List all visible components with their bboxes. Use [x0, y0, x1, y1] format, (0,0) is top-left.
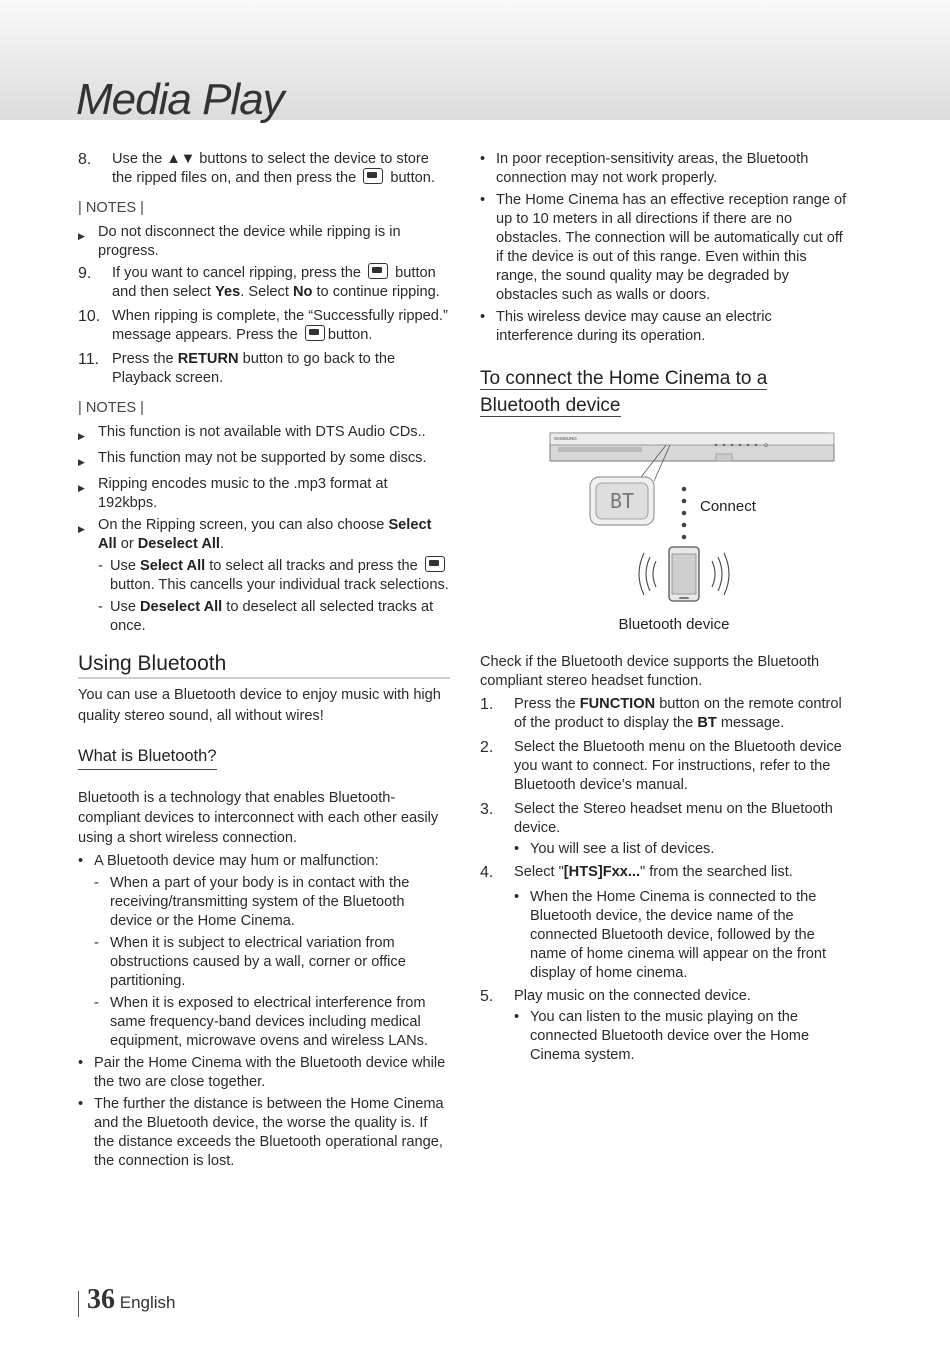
triangle-right-icon: ▶ [78, 457, 85, 467]
step-number: 9. [78, 265, 92, 282]
connect-heading: To connect the Home Cinema to a Bluetooth device [480, 368, 768, 416]
enter-button-icon [368, 263, 388, 279]
brand-label: SAMSUNG [554, 436, 577, 441]
note-item: ▶ This function may not be supported by some discs. [78, 449, 450, 472]
step-number: 10. [78, 308, 101, 325]
note-item: ▶ Ripping encodes music to the .mp3 format at 192kbps. [78, 476, 388, 511]
dash-item: - When a part of your body is in contact with the receiving/transmitting system of the Bluetooth device or the Home Cinema. [94, 875, 410, 929]
step-8 [78, 150, 450, 188]
connect-step-5: 5. Play music on the connected device. [480, 988, 751, 1005]
left-column [78, 150, 450, 1174]
page-header [0, 0, 950, 124]
what-is-bluetooth-heading: What is Bluetooth? [78, 747, 217, 770]
connect-step-4: 4. Select "[HTS]Fxx..." from the searched list. [480, 864, 793, 881]
note-item: ▶ This function is not available with DTS Audio CDs.. [78, 423, 450, 446]
connection-diagram [480, 427, 852, 647]
using-bluetooth-heading: Using Bluetooth [78, 654, 450, 679]
intro-paragraph: You can use a Bluetooth device to enjoy music with high quality stereo sound, all without wires! [78, 687, 441, 724]
enter-button-icon [305, 325, 325, 341]
section-title: Media Play [76, 75, 284, 124]
note-subitem: - Use Deselect All to deselect all selected tracks at once. [98, 599, 434, 634]
notes-label: | NOTES | [78, 400, 144, 416]
bullet-item: • The Home Cinema has an effective reception range of up to 10 meters in all directions if there are no obstacles. The connection will be automatically cut off if the device is out of this range. Even within this range, the sound quality may be degraded by obstacles such as walls or doors. [480, 192, 847, 303]
step-11: 11. Press the RETURN button to go back to the Playback screen. [78, 351, 396, 386]
bullet-item: • In poor reception-sensitivity areas, the Bluetooth connection may not work properly. [480, 151, 809, 186]
triangle-right-icon: ▶ [78, 483, 85, 493]
bullet-item: • This wireless device may cause an electric interference during its operation. [480, 309, 772, 344]
note-subitem: - Use Select All to select all tracks and press the button. This cancells your individual track selections. [98, 558, 449, 593]
smartphone-icon [669, 547, 699, 601]
step-subitem: • You will see a list of devices. [514, 841, 715, 857]
page-number: 36 [87, 1284, 115, 1315]
bt-display-text: BT [609, 489, 635, 513]
step-number: 2. [480, 739, 494, 756]
bluetooth-device-label: Bluetooth device [618, 616, 730, 633]
step-text: button. [390, 170, 435, 186]
connect-step-2: 2. Select the Bluetooth menu on the Bluetooth device you want to connect. For instructions, refer to the Bluetooth device's manual. [480, 739, 842, 793]
step-subitem: • When the Home Cinema is connected to the Bluetooth device, the device name of the connected Bluetooth device, followed by the name of home cinema will appear on the front display of home cinema. [514, 889, 827, 981]
step-number: 11. [78, 351, 100, 368]
language-label: English [119, 1293, 176, 1312]
triangle-right-icon: ▶ [78, 431, 85, 441]
step-9: 9. If you want to cancel ripping, press the button and then select Yes. Select No to continue ripping. [78, 265, 440, 300]
dash-item: - When it is subject to electrical variation from obstructions caused by a wall, corner or office partitioning. [94, 935, 406, 989]
triangle-right-icon: ▶ [78, 524, 85, 534]
step-text: Use the ▲▼ buttons to select the device to store the ripped files on, and then press the [112, 151, 429, 186]
home-cinema-unit-icon [550, 433, 834, 461]
step-10: 10. When ripping is complete, the “Successfully ripped.” message appears. Press the button. [78, 308, 448, 343]
enter-button-icon [425, 556, 445, 572]
note-item: ▶ On the Ripping screen, you can also choose Select All or Deselect All. [78, 517, 432, 552]
step-number: 4. [480, 864, 494, 881]
step-number: 8. [78, 151, 92, 168]
check-paragraph: Check if the Bluetooth device supports the Bluetooth compliant stereo headset function. [480, 654, 820, 689]
connect-step-1: 1. Press the FUNCTION button on the remote control of the product to display the BT message. [480, 696, 842, 731]
bullet-item: • The further the distance is between the Home Cinema and the Bluetooth device, the worse the quality is. If the distance exceeds the Bluetooth operational range, the connection is lost. [78, 1096, 444, 1169]
connect-step-3: 3. Select the Stereo headset menu on the Bluetooth device. [480, 801, 833, 836]
bullet-item: • Pair the Home Cinema with the Bluetooth device while the two are close together. [78, 1055, 446, 1090]
enter-button-icon [363, 168, 383, 184]
right-column [480, 150, 852, 1069]
page-footer [78, 1284, 176, 1317]
step-number: 3. [480, 801, 494, 818]
step-number: 5. [480, 988, 494, 1005]
notes-label: | NOTES | [78, 200, 144, 216]
connect-label: Connect [700, 498, 756, 515]
note-item: ▶ Do not disconnect the device while ripping is in progress. [78, 224, 401, 259]
dash-item: - When it is exposed to electrical interference from same frequency-band devices including medical equipment, microwave ovens and wireless LANs. [94, 995, 428, 1049]
step-subitem: • You can listen to the music playing on the connected Bluetooth device over the Home Cinema system. [514, 1009, 810, 1063]
triangle-right-icon: ▶ [78, 231, 85, 241]
bullet-item: • A Bluetooth device may hum or malfunction: [78, 853, 379, 869]
bluetooth-definition: Bluetooth is a technology that enables Bluetooth-compliant devices to interconnect with each other easily using a short wireless connection. [78, 790, 439, 846]
connection-diagram-graphic [480, 427, 852, 647]
footer-divider [78, 1291, 79, 1317]
step-number: 1. [480, 696, 494, 713]
